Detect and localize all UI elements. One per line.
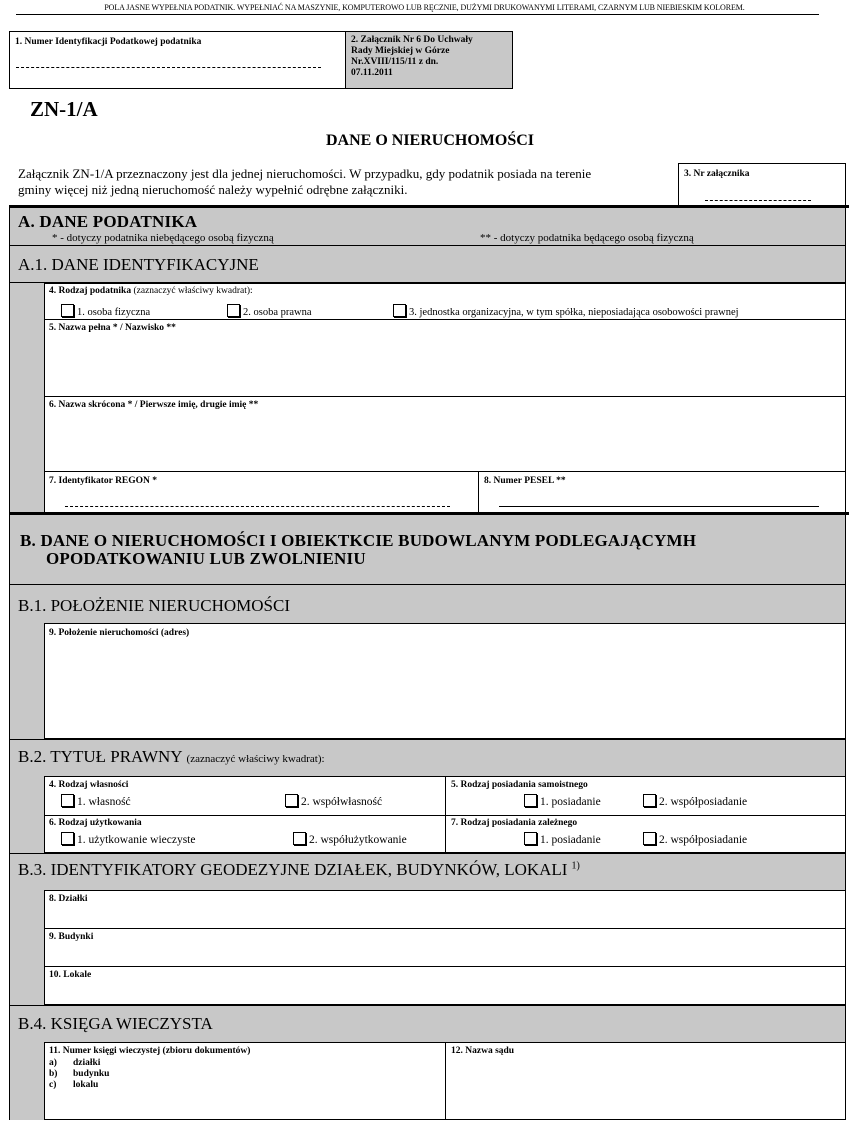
- nip-label: 1. Numer Identyfikacji Podatkowej podatnika: [15, 37, 202, 47]
- premises-label: 10. Lokale: [49, 970, 92, 980]
- checkbox-icon: [643, 794, 656, 807]
- checkbox-icon: [393, 304, 406, 317]
- option-co-usage[interactable]: 2. współużytkowanie: [293, 832, 407, 846]
- section-b-title-2: OPODATKOWANIU LUB ZWOLNIENIU: [46, 549, 366, 568]
- dependent-possession-label: 7. Rodzaj posiadania zależnego: [451, 818, 578, 828]
- checkbox-icon: [524, 794, 537, 807]
- section-b3-title: B.3. IDENTYFIKATORY GEODEZYJNE DZIAŁEK, BUDYNKÓW, LOKALI: [18, 860, 568, 879]
- option-possession[interactable]: 1. posiadanie: [524, 794, 601, 808]
- full-name-field[interactable]: [44, 319, 846, 397]
- regon-field[interactable]: [44, 471, 479, 513]
- checkbox-icon: [61, 794, 74, 807]
- taxpayer-type-field: [44, 283, 846, 320]
- header-underline: [16, 14, 819, 15]
- checkbox-icon: [227, 304, 240, 317]
- option-natural-person[interactable]: 1. osoba fizyczna: [61, 304, 150, 318]
- usage-type-label: 6. Rodzaj użytkowania: [49, 818, 142, 828]
- section-a-note-1: * - dotyczy podatnika niebędącego osobą fizyczną: [52, 232, 274, 244]
- intro-line-1: Załącznik ZN-1/A przeznaczony jest dla jednej nieruchomości. W przypadku, gdy podatnik posiada na terenie: [18, 166, 592, 181]
- section-b1-title: B.1. POŁOŻENIE NIERUCHOMOŚCI: [18, 596, 290, 615]
- section-b4-title: B.4. KSIĘGA WIECZYSTA: [18, 1014, 213, 1033]
- buildings-label: 9. Budynki: [49, 932, 94, 942]
- checkbox-icon: [524, 832, 537, 845]
- option-ownership[interactable]: 1. własność: [61, 794, 131, 808]
- checkbox-icon: [285, 794, 298, 807]
- dependent-possession-field: [445, 815, 846, 853]
- option-dependent-co-possession[interactable]: 2. współposiadanie: [643, 832, 747, 846]
- option-perpetual-usufruct[interactable]: 1. użytkowanie wieczyste: [61, 832, 195, 846]
- attachment-number-field[interactable]: [678, 163, 846, 205]
- regon-label: 7. Identyfikator REGON *: [49, 476, 158, 486]
- header-note: POLA JASNE WYPEŁNIA PODATNIK. WYPEŁNIAĆ NA MASZYNIE, KOMPUTEROWO LUB RĘCZNIE, DUŻYMI DRUKOWANYMI LITERAMI, CZARNYM LUB NIEBIESKIM KOLOREM.: [104, 3, 745, 12]
- plots-field[interactable]: [44, 890, 846, 929]
- court-name-field[interactable]: [445, 1042, 846, 1120]
- independent-possession-label: 5. Rodzaj posiadania samoistnego: [451, 780, 588, 790]
- attachment-info-box: [345, 31, 513, 89]
- court-name-label: 12. Nazwa sądu: [451, 1046, 515, 1056]
- ownership-type-label: 4. Rodzaj własności: [49, 780, 129, 790]
- nip-field[interactable]: [9, 31, 346, 89]
- checkbox-icon: [293, 832, 306, 845]
- pesel-label: 8. Numer PESEL **: [484, 476, 566, 486]
- short-name-label: 6. Nazwa skrócona * / Pierwsze imię, drugie imię **: [49, 400, 259, 410]
- land-register-field[interactable]: [44, 1042, 446, 1120]
- option-organizational-unit[interactable]: 3. jednostka organizacyjna, w tym spółka, nieposiadająca osobowości prawnej: [393, 304, 739, 318]
- pesel-field[interactable]: [478, 471, 846, 513]
- form-title: DANE O NIERUCHOMOŚCI: [325, 132, 534, 149]
- section-b3-footnote: 1): [571, 860, 580, 872]
- taxpayer-type-hint: (zaznaczyć właściwy kwadrat):: [133, 286, 253, 296]
- address-field[interactable]: [44, 623, 846, 739]
- premises-field[interactable]: [44, 966, 846, 1005]
- ownership-type-field: [44, 776, 446, 816]
- option-dependent-possession[interactable]: 1. posiadanie: [524, 832, 601, 846]
- attachment-line-4: 07.11.2011: [351, 68, 393, 78]
- short-name-field[interactable]: [44, 396, 846, 472]
- land-register-label: 11. Numer księgi wieczystej (zbioru dokumentów): [49, 1046, 251, 1056]
- plots-label: 8. Działki: [49, 894, 88, 904]
- attachment-number-label: 3. Nr załącznika: [684, 169, 750, 179]
- section-a-note-2: ** - dotyczy podatnika będącego osobą fizyczną: [480, 232, 694, 244]
- taxpayer-type-label: 4. Rodzaj podatnika: [49, 286, 132, 296]
- intro-text: [18, 166, 591, 198]
- option-co-possession[interactable]: 2. współposiadanie: [643, 794, 747, 808]
- full-name-label: 5. Nazwa pełna * / Nazwisko **: [49, 323, 176, 333]
- section-b-title-1: B. DANE O NIERUCHOMOŚCI I OBIEKTKCIE BUDOWLANYM PODLEGAJĄCYMH: [20, 531, 697, 550]
- checkbox-icon: [643, 832, 656, 845]
- land-register-item-plot: a) działki: [49, 1058, 101, 1068]
- intro-line-2: gminy więcej niż jedną nieruchomość należy wypełnić odrębne załączniki.: [18, 182, 408, 197]
- section-a1-title: A.1. DANE IDENTYFIKACYJNE: [18, 255, 259, 274]
- option-legal-person[interactable]: 2. osoba prawna: [227, 304, 312, 318]
- option-co-ownership[interactable]: 2. współwłasność: [285, 794, 382, 808]
- address-label: 9. Położenie nieruchomości (adres): [49, 628, 190, 638]
- attachment-line-2: Rady Miejskiej w Górze: [351, 46, 450, 56]
- land-register-item-premises: c) lokalu: [49, 1080, 99, 1090]
- land-register-item-building: b) budynku: [49, 1069, 110, 1079]
- form-code: ZN-1/A: [30, 97, 98, 121]
- buildings-field[interactable]: [44, 928, 846, 967]
- attachment-line-3: Nr.XVIII/115/11 z dn.: [351, 57, 439, 67]
- section-b2-title: B.2. TYTUŁ PRAWNY: [18, 747, 183, 766]
- section-b2-hint: (zaznaczyć właściwy kwadrat):: [186, 753, 325, 765]
- attachment-line-1: 2. Załącznik Nr 6 Do Uchwały: [351, 35, 473, 45]
- usage-type-field: [44, 815, 446, 853]
- checkbox-icon: [61, 832, 74, 845]
- checkbox-icon: [61, 304, 74, 317]
- section-a-title: A. DANE PODATNIKA: [18, 212, 198, 231]
- independent-possession-field: [445, 776, 846, 816]
